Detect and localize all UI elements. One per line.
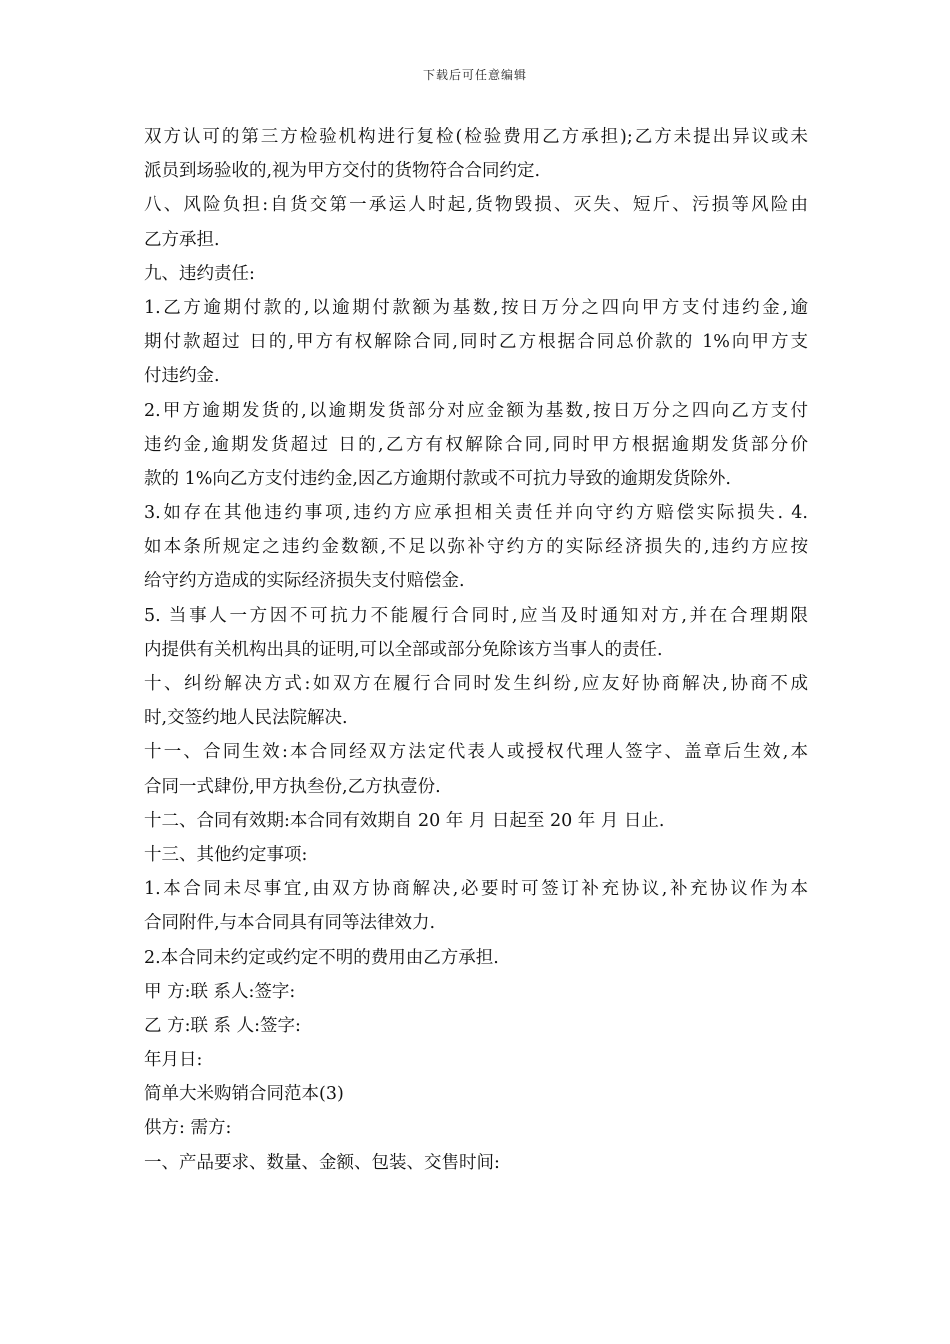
text-line: 2.本合同未约定或约定不明的费用由乙方承担. xyxy=(144,947,499,968)
text-line: 双方认可的第三方检验机构进行复检(检验费用乙方承担);乙方未提出异议或未 xyxy=(144,127,808,147)
text-line: 供方: 需方: xyxy=(144,1118,232,1139)
text-line: 付违约金. xyxy=(144,366,220,387)
document-body xyxy=(144,120,808,1180)
text-line: 期付款超过 日的,甲方有权解除合同,同时乙方根据合同总价款的 1%向甲方支 xyxy=(144,332,808,353)
text-line: 如本条所规定之违约金数额,不足以弥补守约方的实际经济损失的,违约方应按 xyxy=(144,537,808,558)
text-line: 3.如存在其他违约事项,违约方应承担相关责任并向守约方赔偿实际损失. 4. xyxy=(144,503,808,524)
text-line: 合同附件,与本合同具有同等法律效力. xyxy=(144,913,436,934)
text-line: 十二、合同有效期:本合同有效期自 20 年 月 日起至 20 年 月 日止. xyxy=(144,810,665,831)
text-line: 合同一式肆份,甲方执叁份,乙方执壹份. xyxy=(144,776,441,797)
text-line: 九、违约责任: xyxy=(144,263,255,284)
text-line: 十一、合同生效:本合同经双方法定代表人或授权代理人签字、盖章后生效,本 xyxy=(144,742,808,763)
text-line: 5. 当事人一方因不可抗力不能履行合同时,应当及时通知对方,并在合理期限 xyxy=(144,605,808,626)
text-line: 乙 方:联 系 人:签字: xyxy=(144,1015,301,1036)
text-line: 简单大米购销合同范本(3) xyxy=(144,1084,344,1105)
text-line: 派员到场验收的,视为甲方交付的货物符合合同约定. xyxy=(144,161,541,182)
text-line: 1.乙方逾期付款的,以逾期付款额为基数,按日万分之四向甲方支付违约金,逾 xyxy=(144,297,808,318)
text-line: 违约金,逾期发货超过 日的,乙方有权解除合同,同时甲方根据逾期发货部分价 xyxy=(144,434,808,455)
text-line: 十、纠纷解决方式:如双方在履行合同时发生纠纷,应友好协商解决,协商不成 xyxy=(144,674,808,694)
text-line: 十三、其他约定事项: xyxy=(144,844,308,865)
text-line: 甲 方:联 系人:签字: xyxy=(144,981,296,1002)
text-line: 八、风险负担:自货交第一承运人时起,货物毁损、灭失、短斤、污损等风险由 xyxy=(144,195,808,216)
text-line: 年月日: xyxy=(144,1050,203,1071)
text-line: 给守约方造成的实际经济损失支付赔偿金. xyxy=(144,571,465,592)
text-line: 内提供有关机构出具的证明,可以全部或部分免除该方当事人的责任. xyxy=(144,639,663,660)
text-line: 一、产品要求、数量、金额、包装、交售时间: xyxy=(144,1152,500,1173)
text-line: 乙方承担. xyxy=(144,229,220,250)
text-line: 款的 1%向乙方支付违约金,因乙方逾期付款或不可抗力导致的逾期发货除外. xyxy=(144,468,731,489)
page-header: 下载后可任意编辑 xyxy=(422,68,527,82)
text-line: 2.甲方逾期发货的,以逾期发货部分对应金额为基数,按日万分之四向乙方支付 xyxy=(144,400,808,421)
text-line: 时,交签约地人民法院解决. xyxy=(144,708,348,729)
text-line: 1.本合同未尽事宜,由双方协商解决,必要时可签订补充协议,补充协议作为本 xyxy=(144,879,808,900)
